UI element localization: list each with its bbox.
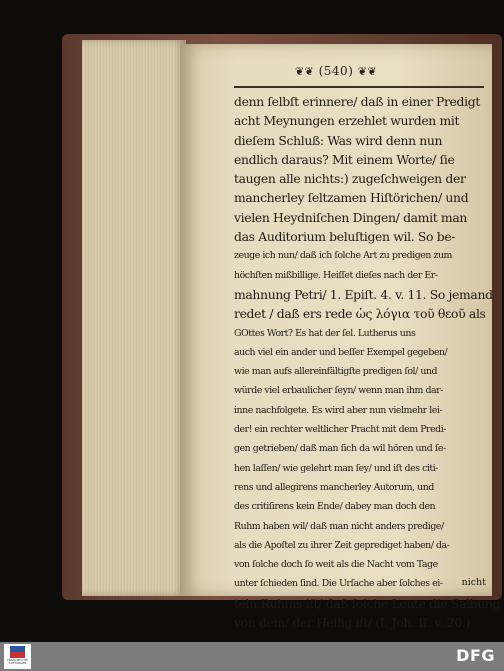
text-line: GOttes Wort? Es hat der ſel. Lutherus uns bbox=[234, 327, 416, 339]
logo-emblem-icon bbox=[10, 646, 25, 658]
text-line: wie man aufs allereinfältigſte predigen ſol/ und bbox=[234, 366, 438, 378]
page-edges bbox=[82, 40, 186, 596]
text-line: der! ein rechter weltlicher Pracht mit dem Predi- bbox=[234, 424, 446, 436]
dfg-logo[interactable]: DFG bbox=[456, 646, 495, 665]
text-line: vielen Heydniſchen Dingen/ damit man bbox=[234, 209, 467, 225]
page-number: (540) bbox=[318, 64, 354, 78]
text-line: dieſem Schluß: Was wird denn nun bbox=[234, 132, 443, 148]
ornament-left-icon: ❦❦ bbox=[294, 65, 315, 78]
text-line: mancherley ſeltzamen Hiſtörichen/ und bbox=[234, 190, 469, 206]
text-line: endlich daraus? Mit einem Worte/ ſie bbox=[234, 151, 455, 167]
book-page bbox=[180, 44, 501, 631]
footer-bar bbox=[0, 642, 504, 671]
page-text bbox=[234, 92, 501, 632]
text-line: taugen alle nichts:) zugeſchweigen der bbox=[234, 171, 466, 187]
institution-logo[interactable] bbox=[4, 644, 31, 669]
text-line: rens und allegirens mancherley Autorum, und bbox=[234, 481, 434, 493]
logo-label: FRANCKESCHE STIFTUNGEN bbox=[7, 658, 28, 665]
text-line: auch viel ein ander und beſſer Exempel gegeben/ bbox=[234, 346, 448, 358]
text-line: acht Meynungen erzehlet wurden mit bbox=[234, 113, 460, 129]
text-line: teln Ruhms iſt/ daß ſolche Leute die Salbung bbox=[234, 595, 501, 611]
page-header bbox=[180, 64, 492, 78]
text-line: inne nachfolgete. Es wird aber nun vielmehr lei- bbox=[234, 404, 443, 416]
text-line: redet / daß ers rede ὡς λόγια τοῦ θεοῦ als bbox=[234, 306, 486, 322]
text-line: würde viel erbaulicher ſeyn/ wenn man ihm dar- bbox=[234, 385, 443, 397]
text-line: das Auditorium beluſtigen wil. So be- bbox=[234, 229, 456, 245]
catchword: nicht bbox=[461, 577, 486, 588]
text-line: denn ſelbſt erinnere/ daß in einer Predigt bbox=[234, 94, 480, 109]
text-line: des critiſirens kein Ende/ dabey man doch den bbox=[234, 501, 436, 513]
text-line: mahnung Petri/ 1. Epiſt. 4. v. 11. So jemand bbox=[234, 286, 493, 302]
ornament-right-icon: ❦❦ bbox=[357, 65, 378, 78]
text-line: gen getrieben/ daß man ſich da wil hören und ſe- bbox=[234, 443, 446, 455]
text-line: als die Apoſtel zu ihrer Zeit geprediget haben/ da- bbox=[234, 539, 450, 551]
text-line: von dem/ der Heilig iſt/ (I. Joh. II. v. 20.) bbox=[234, 615, 470, 631]
text-line: von ſolche doch ſo weit als die Nacht vom Tage bbox=[234, 559, 438, 571]
text-line: zeuge ich nun/ daß ich ſolche Art zu predigen zum bbox=[234, 250, 452, 262]
text-line: Ruhm haben wil/ daß man nicht anders predige/ bbox=[234, 520, 444, 532]
header-rule bbox=[234, 86, 484, 88]
text-line: höchſten mißbillige. Heiſſet dieſes nach der Er- bbox=[234, 269, 438, 281]
text-line: hen laſſen/ wie gelehrt man ſey/ und iſt des citi- bbox=[234, 462, 439, 474]
text-line: unter ſchieden ſind. Die Urſache aber ſolches ei- bbox=[234, 578, 443, 590]
